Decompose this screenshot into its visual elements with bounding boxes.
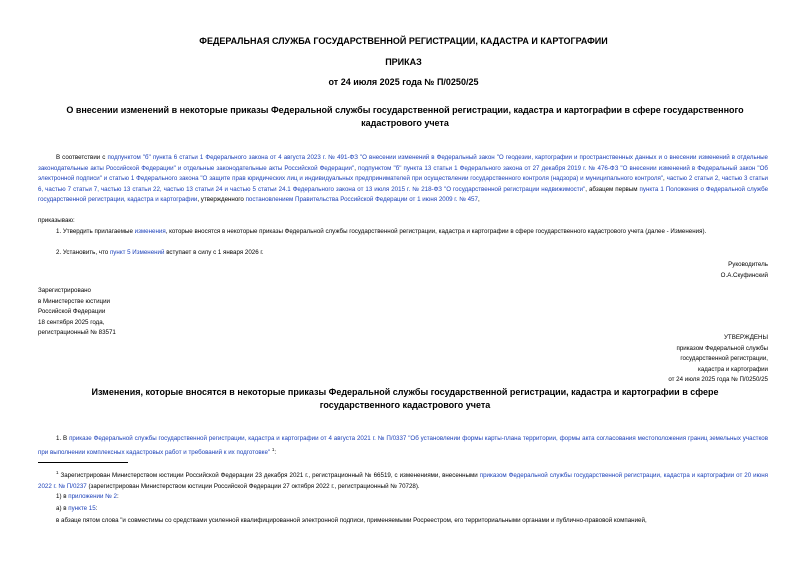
approved-block (548, 333, 768, 386)
sub-item-1 (38, 492, 768, 503)
changes-link[interactable]: изменения (134, 228, 166, 235)
item-text: : (116, 493, 119, 500)
signature-block (568, 260, 768, 281)
changes-title: Изменения, которые вносятся в некоторые приказы Федеральной службы государственной регистрации, кадастра и картографии в сфере государственного кадастрового учета (91, 387, 719, 410)
approved-line: государственной регистрации, (680, 355, 768, 363)
item-text: 2. Установить, что (56, 249, 110, 256)
regulation-link[interactable]: пункта 1 Положения о Федеральной службе государственной регистрации, кадастра и картографии (38, 185, 769, 204)
agency-title: ФЕДЕРАЛЬНАЯ СЛУЖБА ГОСУДАРСТВЕННОЙ РЕГИСТРАЦИИ, КАДАСТРА И КАРТОГРАФИИ (199, 36, 608, 46)
changes-item-5-link[interactable]: пункт 5 Изменений (109, 249, 165, 256)
registration-line: Зарегистрировано (38, 287, 91, 294)
registration-line: регистрационный № 83571 (38, 329, 116, 337)
order-p0237-link[interactable]: приказом Федеральной службы государственной регистрации, кадастра и картографии от 20 июня 2022 г. № П/0237 (38, 472, 768, 490)
document-date-number: от 24 июля 2025 года № П/0250/25 (328, 77, 479, 87)
approved-line: кадастра и картографии (698, 365, 768, 373)
law-476-link[interactable]: подпунктом "б" пункта 13 статьи 1 Федерального закона от 27 декабря 2019 г. № 476-ФЗ "О внесении изменений в Федеральный закон "Об электронной подписи" и статью 1 Федерального закона "О защите прав юридических лиц и индивидуальных предпринимателей при осуществлении государственного контроля (надзора) и муниципального контроля" (38, 164, 768, 183)
document-type: ПРИКАЗ (385, 57, 422, 67)
item-text: : (274, 448, 277, 456)
point-15-link[interactable]: пункте 15 (68, 505, 96, 512)
appendix-2-link[interactable]: приложении № 2 (68, 493, 117, 500)
footnote-divider (38, 462, 128, 463)
change-item-1 (38, 434, 768, 458)
footnote-body: (зарегистрирован Министерством юстиции Российской Федерации 27 октября 2022 г., регистрационный № 70728). (86, 482, 420, 490)
preamble-text: , утвержденного (197, 196, 246, 204)
approved-line: от 24 июля 2025 года № П/0250/25 (668, 376, 768, 384)
government-resolution-link[interactable]: постановлением Правительства Российской Федерации от 1 июня 2009 г. № 457 (245, 196, 478, 204)
approved-line: УТВЕРЖДЕНЫ (724, 334, 768, 341)
preamble-text: , (477, 196, 480, 204)
registration-line: в Министерстве юстиции (38, 297, 111, 305)
item-text: : (95, 505, 98, 512)
preamble-paragraph (38, 153, 768, 206)
registration-block (38, 286, 238, 339)
signature-role: Руководитель (728, 261, 768, 268)
registration-line: Российской Федерации (38, 308, 106, 316)
footnote-ref[interactable]: 1 (271, 446, 275, 452)
preamble-text: , абзацем первым (585, 185, 640, 193)
order-item-2 (38, 248, 768, 259)
item-text: а) в (56, 505, 69, 512)
footnote-body: Зарегистрирован Министерством юстиции Российской Федерации 23 декабря 2021 г., регистрационный № 66519, с изменениями, внесенными (58, 472, 480, 480)
approved-line: приказом Федеральной службы (676, 344, 768, 352)
sub-item-text: в абзаце пятом слова "и совместимы со средствами усиленной квалифицированной электронной подписи, применяемыми Росреестром, его территориальными органами и публично-правовой компанией, (56, 517, 647, 524)
footnote-marker: 1 (56, 470, 59, 475)
registration-line: 18 сентября 2025 года, (38, 318, 105, 326)
order-word: приказываю: (38, 217, 75, 224)
order-item-1 (38, 227, 768, 238)
item-text: 1. В (56, 435, 70, 442)
law-491-link[interactable]: подпунктом "б" пункта 6 статьи 1 Федерального закона от 4 августа 2023 г. № 491-ФЗ "О внесении изменений в Федеральный закон "О геодезии, картографии и пространственных данных и о внесении изменений в отдельные законодательные акты Российской Федерации" и отдельные законодательные акты Российской Федерации" (38, 154, 768, 172)
item-text: 1. Утвердить прилагаемые (56, 228, 135, 235)
document-subject: О внесении изменений в некоторые приказы Федеральной службы государственной регистрации, кадастра и картографии в сфере государственного кадастрового учета (66, 105, 744, 128)
item-text: вступает в силу с 1 января 2026 г. (164, 249, 264, 256)
footnote-text (38, 468, 768, 492)
item-text: , которые вносятся в некоторые приказы Федеральной службы государственной регистрации, кадастра и картографии в сфере государственного кадастрового учета (далее - Изменения). (165, 228, 707, 235)
order-p0337-link[interactable]: приказе Федеральной службы государственной регистрации, кадастра и картографии от 4 августа 2021 г. № П/0337 "Об установлении формы карты-плана территории, формы акта согласования местоположения границ земельных участков при выполнении комплексных кадастровых работ и требований к их подготовке" (38, 435, 768, 456)
item-text: 1) в (56, 493, 69, 500)
law-218-link[interactable]: частью 2 статьи 2, частью 3 статьи 6, частью 7 статьи 7, частью 13 статьи 22, частью 13 статьи 24 и частью 5 статьи 24.1 Федерального закона от 13 июля 2015 г. № 218-ФЗ "О государственной регистрации недвижимости" (38, 175, 769, 193)
sub-item-a (38, 504, 768, 515)
preamble-text: , (663, 175, 667, 183)
preamble-text: В соответствии с (56, 154, 108, 161)
signature-name: О.А.Скуфинский (720, 271, 768, 279)
preamble-text: , (354, 164, 359, 172)
